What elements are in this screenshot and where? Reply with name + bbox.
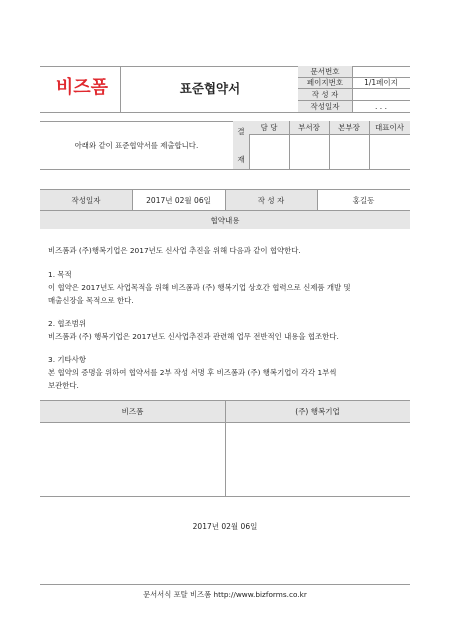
doc-number-label: 문서번호 <box>310 67 340 76</box>
sign-party-1-area[interactable] <box>41 423 224 495</box>
submit-text: 아래와 같이 표준협약서를 제출합니다. <box>74 141 199 150</box>
approval-sign-ceo[interactable] <box>370 135 409 168</box>
bottom-date: 2017년 02월 06일 <box>192 522 258 531</box>
company-logo: 비즈폼 <box>55 77 109 98</box>
info-writer-value: 홍길동 <box>352 195 375 205</box>
section-1-line-2: 매출신장을 목적으로 한다. <box>48 296 134 305</box>
page-number-label: 페이지번호 <box>306 78 344 87</box>
submit-bottom-line <box>40 169 410 170</box>
section-3-line-2: 보관한다. <box>48 381 79 390</box>
doc-number-value <box>352 66 410 77</box>
approval-side-label-bottom: 재 <box>237 154 245 164</box>
info-date-label: 작성일자 <box>71 195 101 205</box>
approval-header-dept-head: 부서장 <box>298 123 320 132</box>
approval-sign-division-head[interactable] <box>330 135 368 168</box>
sign-party-2-area[interactable] <box>226 423 409 495</box>
date-label: 작성일자 <box>310 101 340 111</box>
info-writer-label: 작 성 자 <box>257 195 285 205</box>
footer-line <box>40 584 410 585</box>
info-date-value: 2017년 02월 06일 <box>146 195 211 205</box>
section-1-line-1: 이 협약은 2017년도 사업목적을 위해 비즈폼과 (주) 행복기업 상호간 협력으로 신제품 개발 및 <box>48 283 351 292</box>
approval-sign-dept-head[interactable] <box>290 135 328 168</box>
section-2-title: 2. 협조범위 <box>48 319 86 328</box>
approval-header-staff: 담 당 <box>260 123 278 132</box>
content-header: 협약내용 <box>210 215 240 225</box>
approval-side-label-top: 결 <box>237 126 245 136</box>
section-3-line-1: 본 협약의 증명을 위하여 협약서를 2부 작성 서명 후 비즈폼과 (주) 행복기업이 각각 1부씩 <box>48 368 337 377</box>
writer-value <box>352 88 410 100</box>
document-title: 표준협약서 <box>179 81 241 96</box>
section-3-title: 3. 기타사항 <box>48 355 86 364</box>
date-value: . . . <box>375 101 387 111</box>
section-2-line-1: 비즈폼과 (주) 행복기업은 2017년도 신사업추진과 관련해 업무 전반적인 내용을 협조한다. <box>48 332 339 341</box>
body-intro: 비즈폼과 (주)행복기업은 2017년도 신사업 추진을 위해 다음과 같이 협약한다. <box>48 246 301 255</box>
sign-party-2-label: (주) 행복기업 <box>295 407 340 416</box>
footer-text: 문서서식 포탈 비즈폼 http://www.bizforms.co.kr <box>143 590 307 599</box>
approval-sign-staff[interactable] <box>250 135 288 168</box>
approval-header-ceo: 대표이사 <box>375 123 404 132</box>
section-1-title: 1. 목적 <box>48 270 72 279</box>
approval-header-division-head: 본부장 <box>338 123 360 132</box>
sign-party-1-label: 비즈폼 <box>121 407 144 416</box>
writer-label: 작 성 자 <box>311 89 339 99</box>
page-number-value: 1/1페이지 <box>364 78 398 87</box>
sign-bottom-line <box>40 496 410 497</box>
header-bottom-line <box>40 112 410 113</box>
logo-divider <box>120 66 121 112</box>
